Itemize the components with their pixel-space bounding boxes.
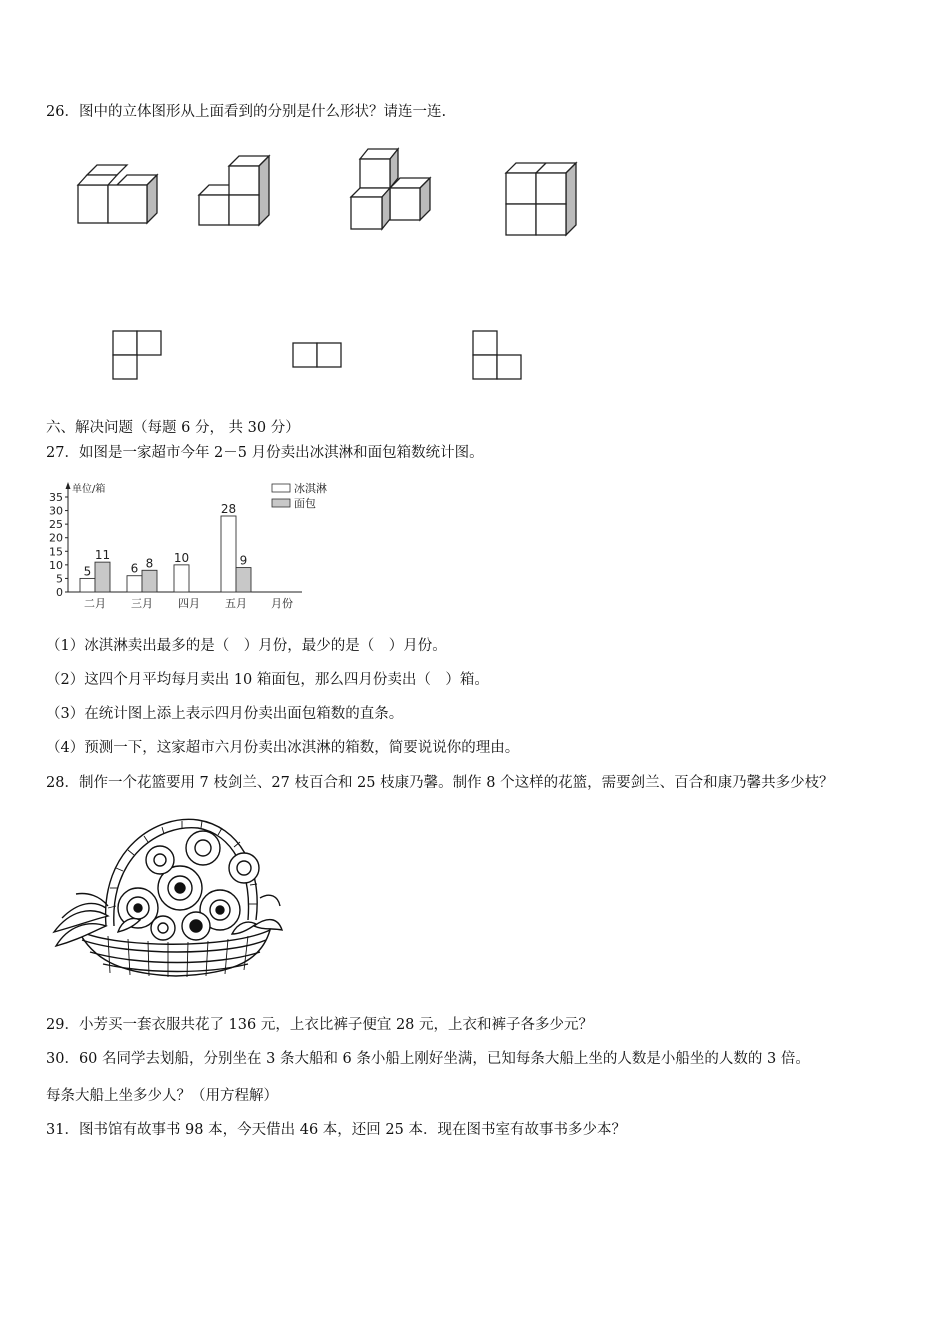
q27-sub1: （1）冰淇淋卖出最多的是（ ）月份，最少的是（ ）月份。 [46,638,447,654]
bar-1-1 [142,570,157,592]
y-tick-label: 0 [56,586,63,599]
q28-text: 28．制作一个花篮要用 7 枝剑兰、27 枝百合和 25 枝康乃馨。制作 8 个这样的花篮，需要剑兰、百合和康乃馨共多少枝？ [46,775,834,791]
q27-sub3: （3）在统计图上添上表示四月份卖出面包箱数的直条。 [46,706,404,722]
legend-label-icecream: 冰淇淋 [294,482,327,495]
y-tick-label: 5 [56,572,63,586]
q27-sub2: （2）这四个月平均每月卖出 10 箱面包，那么四月份卖出（ ）箱。 [46,672,489,688]
bar-0-1 [95,562,110,592]
bar-value-label: 5 [83,564,92,579]
solid-figure-1 [70,145,160,230]
y-tick-label: 25 [49,518,63,532]
q30-text-continued: 每条大船上坐多少人？（用方程解） [46,1088,278,1104]
bar-value-label: 8 [145,556,154,571]
q31-text: 31．图书馆有故事书 98 本，今天借出 46 本，还回 25 本．现在图书室有故事书多少本？ [46,1122,626,1138]
y-tick-label: 15 [49,545,63,559]
bar-2-0 [174,565,189,592]
y-tick-label: 10 [49,558,63,572]
legend-label-bread: 面包 [294,497,316,510]
top-view-shape-3 [470,329,524,381]
bar-3-0 [221,516,236,592]
legend-swatch-bread [272,499,290,507]
x-axis-label: 月份 [271,597,293,610]
chart-unit-label: 单位/箱 [72,484,106,495]
q27-sub4: （4）预测一下，这家超市六月份卖出冰淇淋的箱数，简要说说你的理由。 [46,740,520,756]
q29-text: 29．小芳买一套衣服共花了 136 元，上衣比裤子便宜 28 元，上衣和裤子各多少元？ [46,1017,594,1033]
bar-1-0 [127,576,142,592]
bar-value-label: 11 [94,548,111,563]
bar-3-1 [236,568,251,592]
solid-figure-3 [345,145,435,233]
bar-value-label: 9 [239,553,248,568]
y-tick-label: 30 [49,504,63,518]
bar-chart [40,477,327,612]
flower-basket-illustration [48,808,283,980]
top-view-shape-1 [110,329,164,381]
bar-value-label: 10 [173,550,190,565]
solid-figure-4 [500,155,580,240]
bar-value-label: 6 [130,561,139,576]
category-label: 三月 [131,597,153,610]
category-label: 二月 [84,597,106,610]
category-label: 五月 [225,597,247,610]
y-tick-label: 35 [49,491,63,504]
bar-value-label: 28 [220,502,237,516]
bar-0-0 [80,578,95,592]
category-label: 四月 [178,597,200,610]
q27-text: 27．如图是一家超市今年 2－5 月份卖出冰淇淋和面包箱数统计图。 [46,445,484,461]
legend-swatch-icecream [272,484,290,492]
section-title: 六、解决问题（每题 6 分， 共 30 分） [46,420,300,436]
q30-text: 30．60 名同学去划船，分别坐在 3 条大船和 6 条小船上刚好坐满，已知每条大船上坐的人数是小船坐的人数的 3 倍。 [46,1051,810,1067]
q26-text: 26．图中的立体图形从上面看到的分别是什么形状？请连一连. [46,104,447,120]
solid-figure-2 [192,150,282,232]
top-view-shape-2 [290,341,344,369]
y-tick-label: 20 [49,531,63,545]
